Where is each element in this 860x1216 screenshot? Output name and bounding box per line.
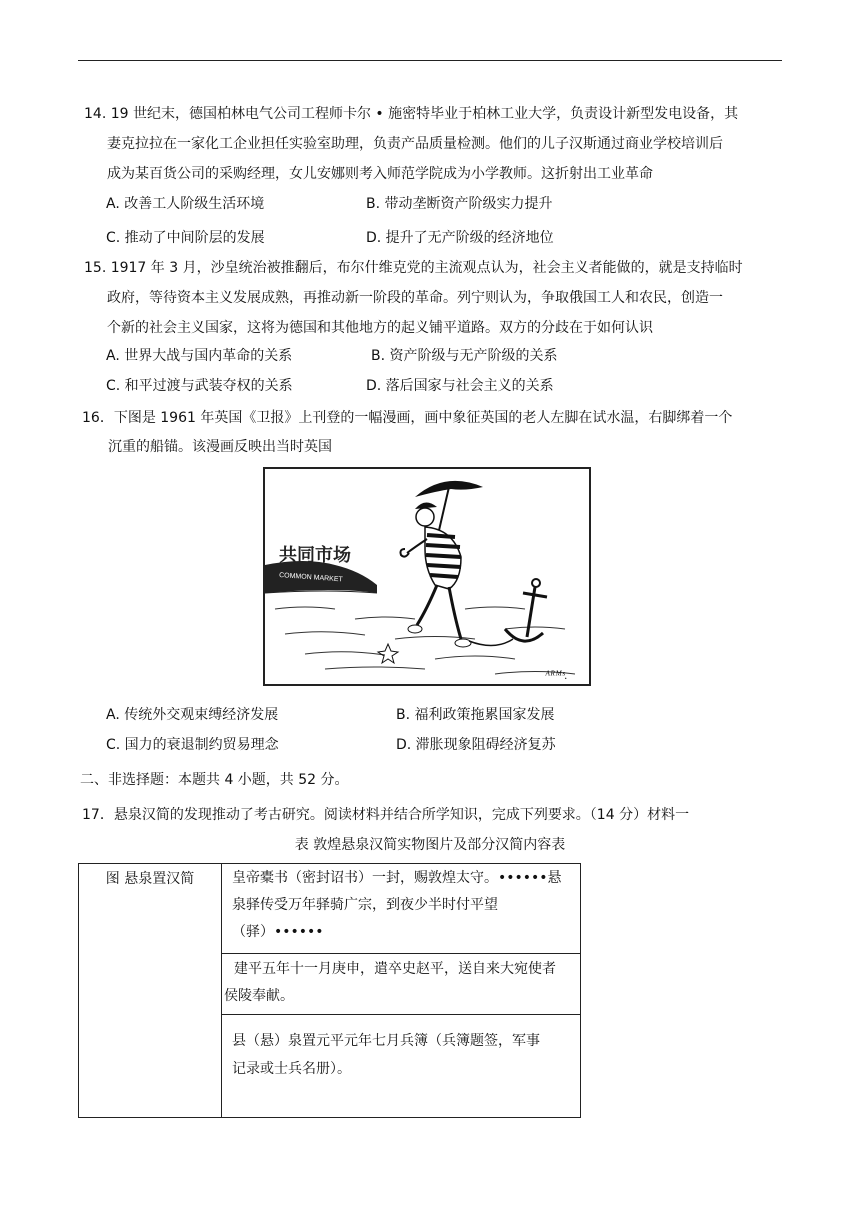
section-title: 二、非选择题：本题共 4 小题，共 52 分。 bbox=[80, 772, 349, 788]
cartoon-label-en: COMMON MARKET bbox=[278, 572, 343, 584]
q14-stem-line2: 妻克拉拉在一家化工企业担任实验室助理，负责产品质量检测。他们的儿子汉斯通过商业学校培训后 bbox=[107, 136, 723, 152]
q16-stem-line2: 沉重的船锚。该漫画反映出当时英国 bbox=[108, 439, 332, 455]
material-table bbox=[78, 863, 581, 1118]
q15-option-d[interactable]: D. 落后国家与社会主义的关系 bbox=[366, 378, 554, 394]
q15-stem-line3: 个新的社会主义国家，这将为德国和其他地方的起义铺平道路。双方的分歧在于如何认识 bbox=[107, 320, 653, 336]
q16-stem-line1: 16．下图是 1961 年英国《卫报》上刊登的一幅漫画，画中象征英国的老人左脚在试水温，右脚绑着一个 bbox=[82, 410, 733, 426]
q14-stem-line3: 成为某百货公司的采购经理，女儿安娜则考入师范学院成为小学教师。这折射出工业革命 bbox=[107, 166, 653, 182]
row1-line3: （驿）•••••• bbox=[232, 924, 324, 940]
q14-option-b[interactable]: B. 带动垄断资产阶级实力提升 bbox=[366, 196, 553, 212]
row1-line2: 泉驿传受万年驿骑广宗，到夜少半时付平望 bbox=[232, 897, 498, 913]
q14-option-c[interactable]: C. 推动了中间阶层的发展 bbox=[106, 230, 265, 246]
header-rule bbox=[78, 60, 782, 61]
q17-stem-line1: 17．悬泉汉简的发现推动了考古研究。阅读材料并结合所学知识，完成下列要求。（14 分）材料一 bbox=[82, 807, 690, 823]
table-caption: 表 敦煌悬泉汉简实物图片及部分汉简内容表 bbox=[294, 837, 566, 853]
table-row bbox=[222, 954, 581, 1015]
row3-line1: 县（悬）泉置元平元年七月兵簿（兵簿题签，军事 bbox=[232, 1033, 540, 1049]
q16-option-c[interactable]: C. 国力的衰退制约贸易理念 bbox=[106, 737, 279, 753]
cartoon-image bbox=[263, 467, 591, 686]
q15-stem-line1: 15. 1917 年 3 月，沙皇统治被推翻后，布尔什维克党的主流观点认为，社会主义者能做的，就是支持临时 bbox=[84, 260, 743, 276]
row2-line1: 建平五年十一月庚申，遣卒史赵平，送自来大宛使者 bbox=[234, 961, 556, 977]
q14-option-a[interactable]: A. 改善工人阶级生活环境 bbox=[106, 196, 265, 212]
cartoon-label-cn: 共同市场 bbox=[279, 545, 351, 565]
q15-option-c[interactable]: C. 和平过渡与武装夺权的关系 bbox=[106, 378, 293, 394]
table-left-cell bbox=[79, 864, 222, 1118]
q15-option-a[interactable]: A. 世界大战与国内革命的关系 bbox=[106, 348, 293, 364]
q14-option-d[interactable]: D. 提升了无产阶级的经济地位 bbox=[366, 230, 554, 246]
table-row bbox=[222, 864, 581, 954]
cartoon-signature: ᴬᴿᴹˢ. bbox=[545, 668, 568, 682]
q16-option-a[interactable]: A. 传统外交观束缚经济发展 bbox=[106, 707, 279, 723]
row2-line2: 侯陵奉献。 bbox=[224, 988, 294, 1004]
q14-stem-line1: 14. 19 世纪末，德国柏林电气公司工程师卡尔 • 施密特毕业于柏林工业大学，负责设计新型发电设备，其 bbox=[84, 106, 739, 122]
q15-stem-line2: 政府，等待资本主义发展成熟，再推动新一阶段的革命。列宁则认为，争取俄国工人和农民，创造一 bbox=[107, 290, 723, 306]
row1-line1: 皇帝橐书（密封诏书）一封，赐敦煌太守。••••••悬 bbox=[232, 870, 562, 886]
left-cell-label: 图 悬泉置汉简 bbox=[105, 871, 195, 887]
table-row bbox=[222, 1015, 581, 1118]
q16-option-d[interactable]: D. 滞胀现象阻碍经济复苏 bbox=[396, 737, 556, 753]
q16-option-b[interactable]: B. 福利政策拖累国家发展 bbox=[396, 707, 555, 723]
q15-option-b[interactable]: B. 资产阶级与无产阶级的关系 bbox=[371, 348, 558, 364]
row3-line2: 记录或士兵名册）。 bbox=[232, 1061, 351, 1077]
